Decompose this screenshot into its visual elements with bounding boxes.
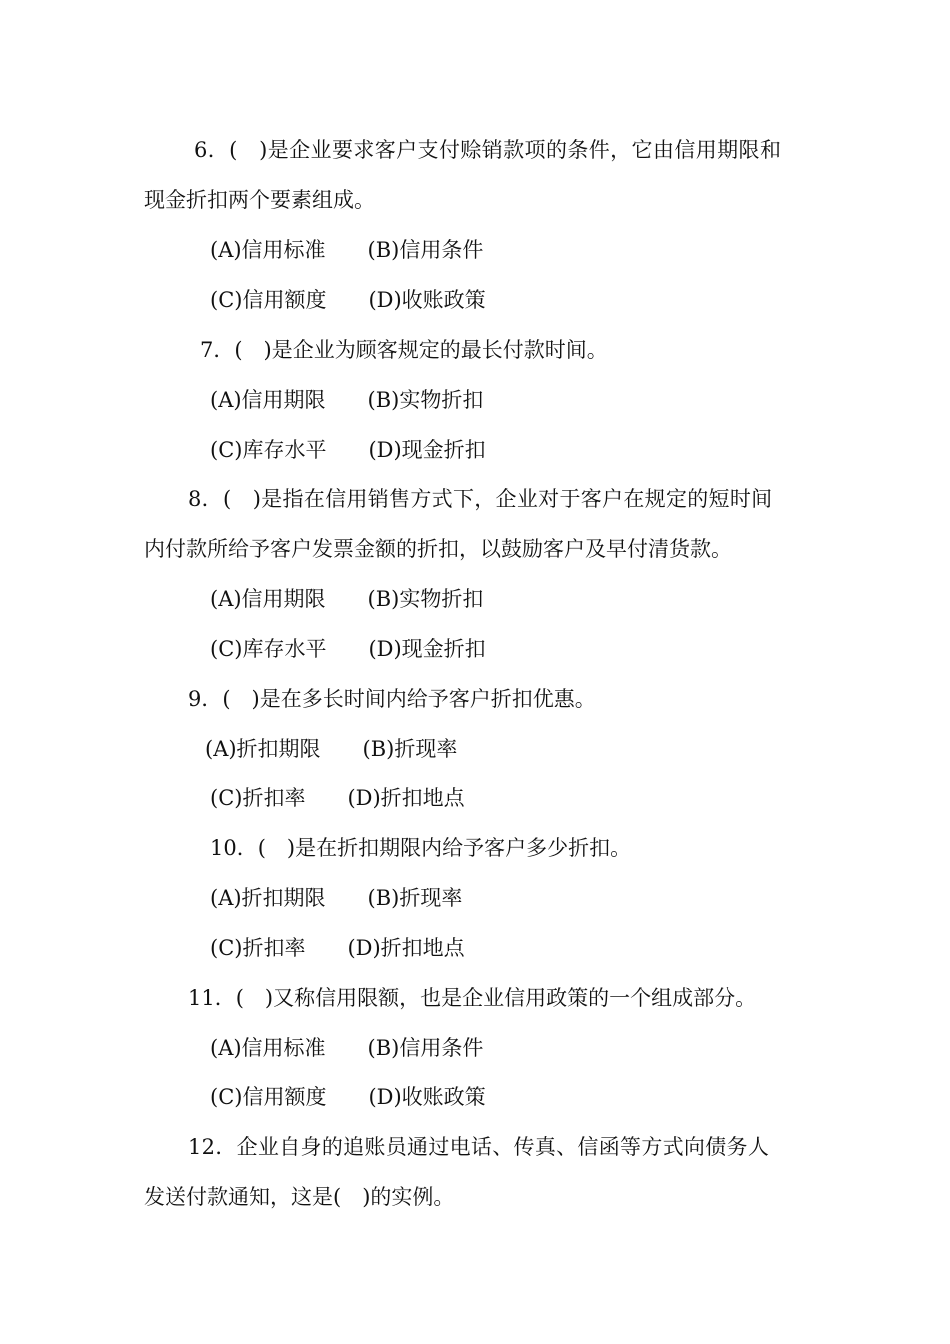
q11-stem: 11．( )又称信用限额，也是企业信用政策的一个组成部分。 [188, 986, 757, 1010]
q10-stem: 10．( )是在折扣期限内给予客户多少折扣。 [210, 836, 632, 860]
q9-stem: 9．( )是在多长时间内给予客户折扣优惠。 [188, 687, 596, 711]
q12-stem-line-1: 12．企业自身的追账员通过电话、传真、信函等方式向债务人 [188, 1135, 770, 1159]
q10-options-ab: (A)折扣期限 (B)折现率 [210, 886, 463, 910]
q8-stem-line-1: 8．( )是指在信用销售方式下，企业对于客户在规定的短时间 [188, 487, 773, 511]
q7-options-ab: (A)信用期限 (B)实物折扣 [210, 388, 484, 412]
q6-stem-line-1: 6．( )是企业要求客户支付赊销款项的条件，它由信用期限和 [194, 138, 782, 162]
q7-options-cd: (C)库存水平 (D)现金折扣 [210, 438, 486, 462]
q7-stem: 7．( )是企业为顾客规定的最长付款时间。 [200, 338, 608, 362]
q10-options-cd: (C)折扣率 (D)折扣地点 [210, 936, 465, 960]
q6-stem-line-2: 现金折扣两个要素组成。 [144, 188, 375, 212]
q6-options-cd: (C)信用额度 (D)收账政策 [210, 288, 486, 312]
q8-options-ab: (A)信用期限 (B)实物折扣 [210, 587, 484, 611]
q11-options-cd: (C)信用额度 (D)收账政策 [210, 1085, 486, 1109]
q9-options-ab: (A)折扣期限 (B)折现率 [205, 737, 458, 761]
q11-options-ab: (A)信用标准 (B)信用条件 [210, 1036, 484, 1060]
q12-stem-line-2: 发送付款通知，这是( )的实例。 [144, 1185, 455, 1209]
q6-options-ab: (A)信用标准 (B)信用条件 [210, 238, 484, 262]
q8-options-cd: (C)库存水平 (D)现金折扣 [210, 637, 486, 661]
q9-options-cd: (C)折扣率 (D)折扣地点 [210, 786, 465, 810]
q8-stem-line-2: 内付款所给予客户发票金额的折扣，以鼓励客户及早付清货款。 [144, 537, 732, 561]
